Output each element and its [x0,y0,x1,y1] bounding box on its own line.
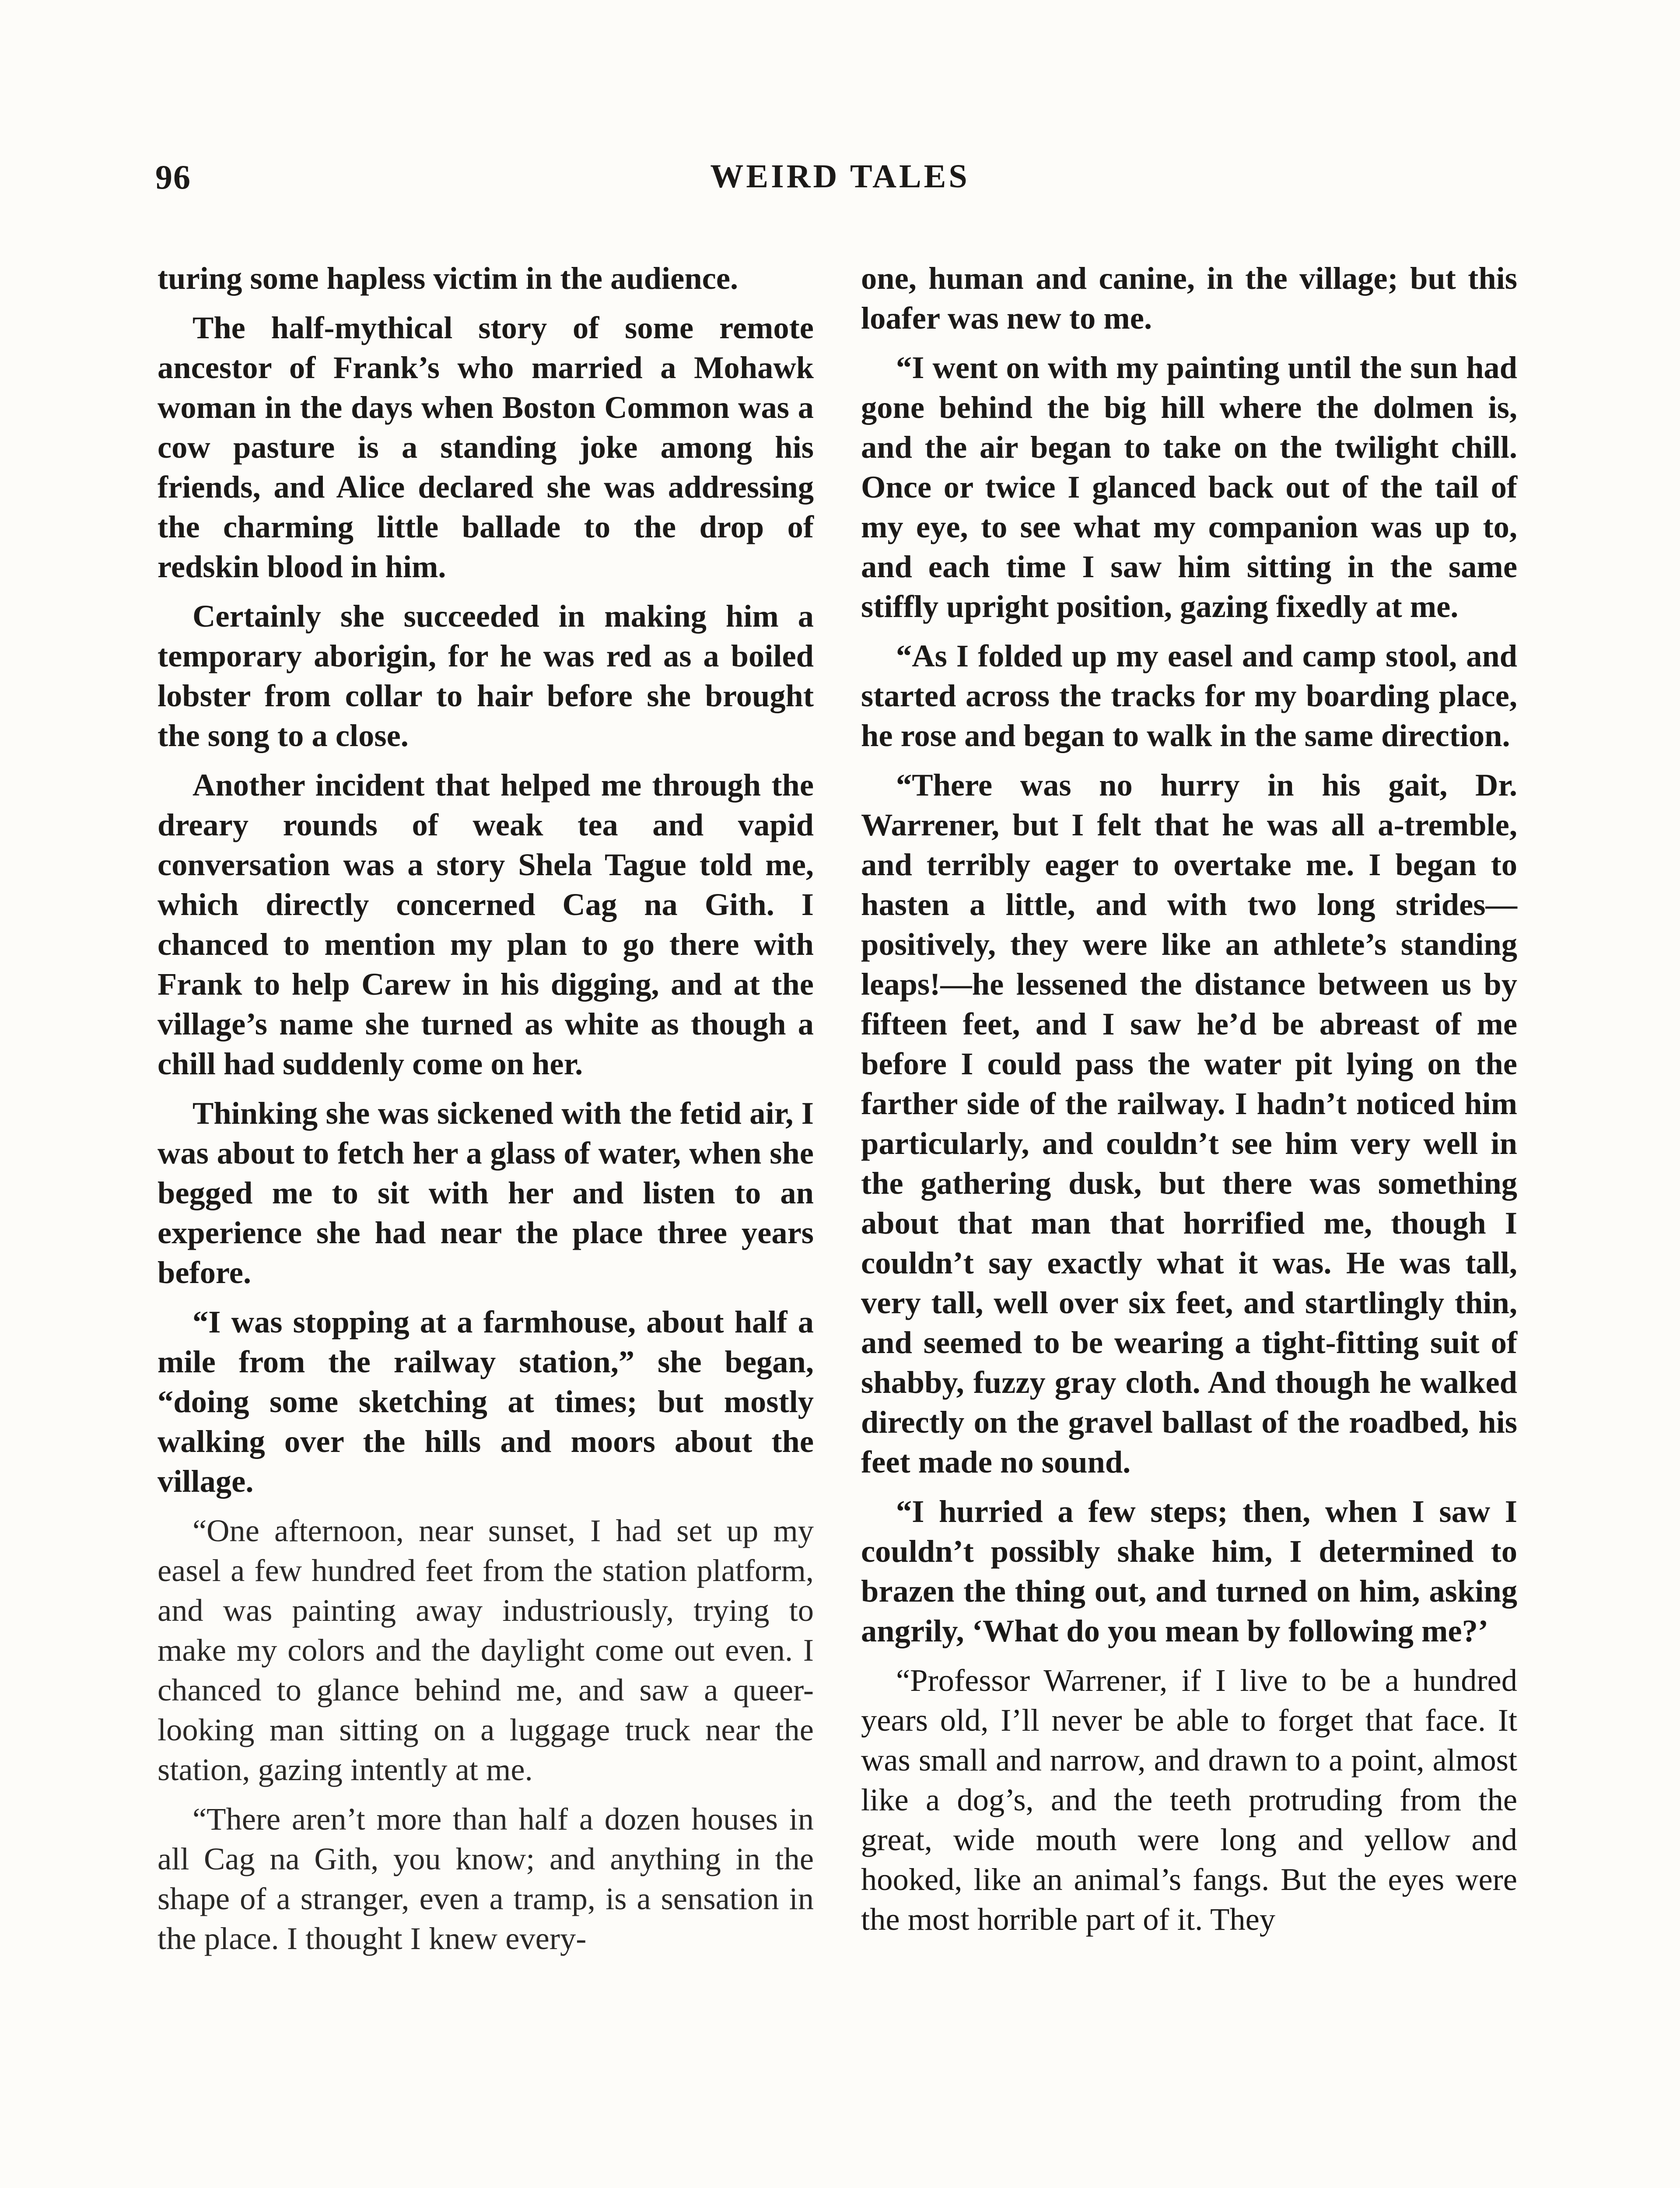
paragraph: “I hurried a few steps; then, when I saw I couldn’t possibly shake him, I determined to brazen the thing out, and turned on him, asking angrily, ‘What do you mean by following me?’ [861,1494,1517,1648]
paragraph: turing some hapless victim in the audience. [158,260,738,296]
paragraph: one, human and canine, in the village; but this loafer was new to me. [861,260,1517,336]
paragraph: Certainly she succeeded in making him a temporary aborigin, for he was red as a boiled lobster from collar to hair before she brought the song to a close. [158,598,814,753]
paragraph: Thinking she was sickened with the fetid air, I was about to fetch her a glass of water, when she begged me to sit with her and listen to an experience she had near the place three years before. [158,1095,814,1290]
paragraph: The half-mythical story of some remote ancestor of Frank’s who married a Mohawk woman in the days when Boston Common was a cow pasture is a standing joke among his friends, and Alice declared she was addressing the charming little ballade to the drop of redskin blood in him. [158,310,814,584]
paragraph: “I went on with my painting until the sun had gone behind the big hill where the dolmen is, and the air began to take on the twilight chill. Once or twice I glanced back out of the tail of my eye, to see what my companion was up to, and each time I saw him sitting in the same stiffly upright position, gazing fixedly at me. [861,350,1517,624]
paragraph: “I was stopping at a farmhouse, about half a mile from the railway station,” she began, “doing some sketching at times; but mostly walking over the hills and moors about the village. [158,1304,814,1499]
paragraph: “Professor Warrener, if I live to be a hundred years old, I’ll never be able to forget that face. It was small and narrow, and drawn to a point, almost like a dog’s, and the teeth protruding from the great, wide mouth were long and yellow and hooked, like an animal’s fangs. But the eyes were the most horrible part of it. They [861,1662,1517,1937]
paragraph: “As I folded up my easel and camp stool, and started across the tracks for my boarding place, he rose and began to walk in the same direction. [861,638,1517,753]
paragraph: “There was no hurry in his gait, Dr. Warrener, but I felt that he was all a-tremble, and terribly eager to overtake me. I began to hasten a little, and with two long strides—positively, they were like an athlete’s standing leaps!—he lessened the distance between us by fifteen feet, and I saw he’d be abreast of me before I could pass the water pit lying on the farther side of the railway. I hadn’t noticed him particularly, and couldn’t see him very well in the gathering dusk, but there was something about that man that horrified me, though I couldn’t say exactly what it was. He was tall, very tall, well over six feet, and startlingly thin, and seemed to be wearing a tight-fitting suit of shabby, fuzzy gray cloth. And though he walked directly on the gravel ballast of the roadbed, his feet made no sound. [861,767,1517,1480]
running-head: WEIRD TALES [710,158,970,195]
paragraph: “There aren’t more than half a dozen houses in all Cag na Gith, you know; and anything in the shape of a stranger, even a tramp, is a sensation in the place. I thought I knew every- [158,1801,814,1956]
right-column [861,258,1517,1949]
page-header [155,158,1525,206]
page-number: 96 [155,158,191,196]
paragraph: Another incident that helped me through the dreary rounds of weak tea and vapid conversation was a story Shela Tague told me, which directly concerned Cag na Gith. I chanced to mention my plan to go there with Frank to help Carew in his digging, and at the village’s name she turned as white as though a chill had suddenly come on her. [158,767,814,1081]
left-column [158,258,814,1968]
paragraph: “One afternoon, near sunset, I had set up my easel a few hundred feet from the station platform, and was painting away industriously, trying to make my colors and the daylight come out even. I chanced to glance behind me, and saw a queer-looking man sitting on a luggage truck near the station, gazing intently at me. [158,1513,814,1787]
